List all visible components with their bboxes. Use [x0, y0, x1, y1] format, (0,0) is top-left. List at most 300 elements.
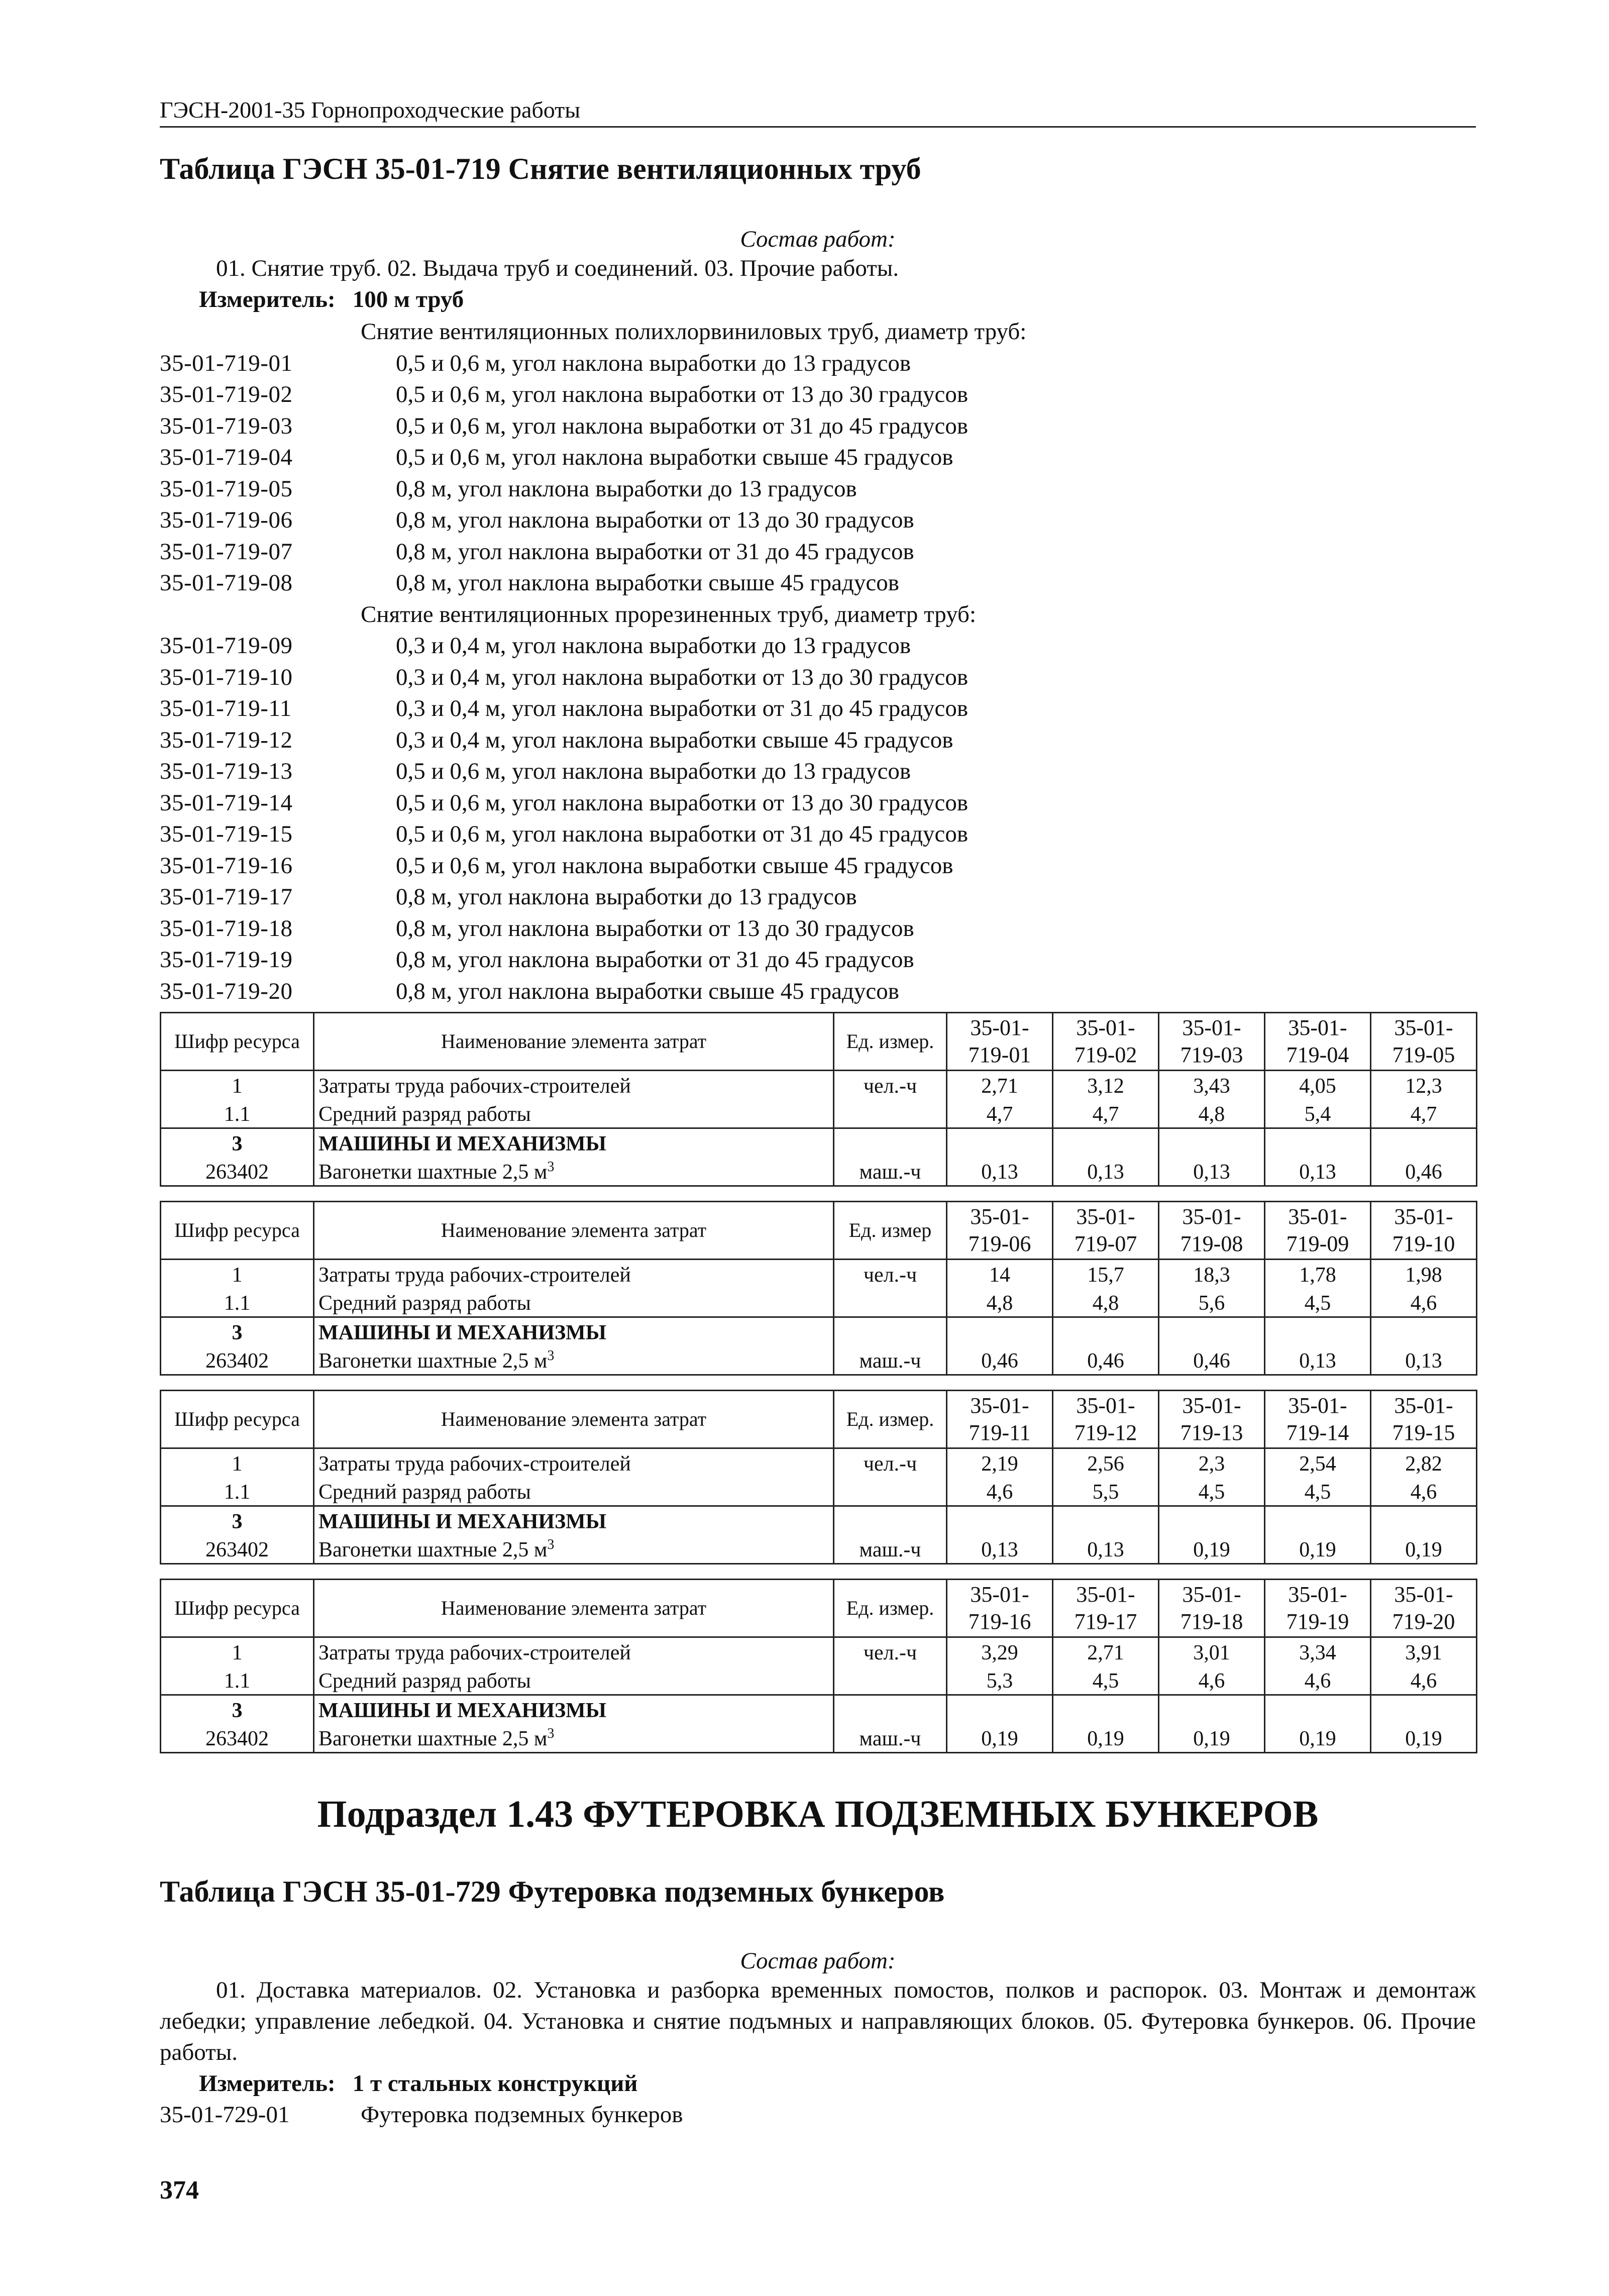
cell-value: 0,46 — [1371, 1157, 1477, 1186]
norm-code-part: 719-12 — [1074, 1420, 1137, 1445]
cell-value: 0,19 — [1159, 1535, 1265, 1564]
cell-cipher: 1.1 — [161, 1477, 314, 1506]
norm-code-part: 719-02 — [1074, 1042, 1137, 1067]
cell-value: 2,82 — [1371, 1448, 1477, 1478]
table-title-2: Таблица ГЭСН 35-01-729 Футеровка подземных бункеров — [160, 1875, 945, 1908]
norm-description: Футеровка подземных бункеров — [361, 2102, 683, 2128]
cell-empty — [1265, 1317, 1371, 1346]
norm-code-row — [160, 410, 1476, 442]
machine-row — [161, 1346, 1477, 1375]
cell-value: 4,7 — [1053, 1099, 1159, 1128]
cell-cipher: 1 — [161, 1260, 314, 1289]
cell-name: Затраты труда рабочих-строителей — [314, 1637, 834, 1666]
cell-unit-empty — [834, 1666, 947, 1695]
rank-row — [161, 1099, 1477, 1128]
norm-code-part: 35-01- — [1394, 1582, 1453, 1607]
norm-code-part: 719-19 — [1286, 1609, 1349, 1634]
header-unit: Ед. измер. — [834, 1013, 947, 1071]
cell-value: 4,6 — [1265, 1666, 1371, 1695]
cell-value: 0,19 — [1371, 1724, 1477, 1753]
norm-description: 0,8 м, угол наклона выработки до 13 градусов — [396, 884, 857, 910]
cell-value: 0,46 — [1053, 1346, 1159, 1375]
norm-code-row — [160, 913, 1476, 945]
machine-name: Вагонетки шахтные 2,5 м — [318, 1349, 548, 1373]
norm-code-row — [160, 850, 1476, 882]
cell-value: 5,3 — [947, 1666, 1053, 1695]
cell-empty — [1053, 1506, 1159, 1535]
norm-code: 35-01-719-16 — [160, 852, 293, 879]
cell-value: 0,13 — [947, 1157, 1053, 1186]
cell-name: Средний разряд работы — [314, 1477, 834, 1506]
norm-description: 0,8 м, угол наклона выработки от 31 до 45 градусов — [396, 947, 914, 973]
machines-group-row — [161, 1128, 1477, 1158]
cell-empty — [1265, 1695, 1371, 1724]
cell-unit: чел.-ч — [834, 1071, 947, 1100]
header-norm-code — [1053, 1202, 1159, 1260]
cell-name — [314, 1535, 834, 1564]
cell-value: 18,3 — [1159, 1260, 1265, 1289]
norm-code: 35-01-719-04 — [160, 444, 293, 470]
cell-unit-empty — [834, 1477, 947, 1506]
rank-row — [161, 1288, 1477, 1317]
norm-code: 35-01-719-20 — [160, 978, 293, 1004]
norm-code-part: 719-06 — [968, 1231, 1031, 1256]
header-name: Наименование элемента затрат — [314, 1391, 834, 1448]
header-cipher: Шифр ресурса — [161, 1580, 314, 1637]
machine-name: Вагонетки шахтные 2,5 м — [318, 1538, 548, 1561]
cell-cipher: 1.1 — [161, 1288, 314, 1317]
group-heading: Снятие вентиляционных полихлорвиниловых труб, диаметр труб: — [361, 319, 1027, 345]
norm-description: 0,3 и 0,4 м, угол наклона выработки свыше 45 градусов — [396, 726, 953, 753]
cell-value: 2,19 — [947, 1448, 1053, 1478]
norm-code-part: 719-01 — [968, 1042, 1031, 1067]
norm-code-part: 35-01- — [1182, 1582, 1241, 1607]
cell-value: 3,29 — [947, 1637, 1053, 1666]
norm-code-part: 35-01- — [970, 1393, 1029, 1418]
cell-cipher: 1 — [161, 1071, 314, 1100]
norm-code-part: 35-01- — [1288, 1204, 1347, 1229]
norm-code-row — [160, 662, 1476, 693]
norm-description: 0,5 и 0,6 м, угол наклона выработки от 13 до 30 градусов — [396, 789, 969, 816]
header-norm-code — [1265, 1013, 1371, 1071]
cell-empty — [1159, 1506, 1265, 1535]
cell-value: 0,13 — [1053, 1535, 1159, 1564]
cell-cipher: 1.1 — [161, 1099, 314, 1128]
norm-code-part: 35-01- — [1076, 1582, 1135, 1607]
machines-group-row — [161, 1695, 1477, 1724]
cell-unit: чел.-ч — [834, 1260, 947, 1289]
cell-unit: маш.-ч — [834, 1157, 947, 1186]
cell-unit: чел.-ч — [834, 1448, 947, 1478]
norm-description: 0,3 и 0,4 м, угол наклона выработки от 13 до 30 градусов — [396, 664, 969, 690]
cell-empty — [1053, 1695, 1159, 1724]
machine-name: Вагонетки шахтные 2,5 м — [318, 1161, 548, 1184]
cell-name: МАШИНЫ И МЕХАНИЗМЫ — [314, 1128, 834, 1158]
norm-code-part: 35-01- — [1076, 1015, 1135, 1040]
norm-code-part: 719-04 — [1286, 1042, 1349, 1067]
cell-empty — [1265, 1128, 1371, 1158]
cell-value: 4,5 — [1053, 1666, 1159, 1695]
header-name: Наименование элемента затрат — [314, 1580, 834, 1637]
cell-value: 4,05 — [1265, 1071, 1371, 1100]
norm-code-row — [160, 567, 1476, 599]
cell-value: 5,6 — [1159, 1288, 1265, 1317]
table-title: Таблица ГЭСН 35-01-719 Снятие вентиляционных труб — [160, 152, 921, 185]
header-norm-code — [1159, 1013, 1265, 1071]
measure-label-2: Измеритель: — [199, 2070, 336, 2097]
cell-value: 5,4 — [1265, 1099, 1371, 1128]
norm-description: 0,8 м, угол наклона выработки от 31 до 45 градусов — [396, 538, 914, 565]
norm-code-part: 719-17 — [1074, 1609, 1137, 1634]
norm-code-part: 719-08 — [1180, 1231, 1243, 1256]
norm-code-row — [160, 724, 1476, 756]
cell-name — [314, 1157, 834, 1186]
cell-name: Средний разряд работы — [314, 1666, 834, 1695]
norm-code-row — [160, 818, 1476, 850]
norm-code-part: 719-11 — [969, 1420, 1031, 1445]
norm-code-part: 719-18 — [1180, 1609, 1243, 1634]
cell-value: 4,6 — [1371, 1288, 1477, 1317]
norm-code: 35-01-719-06 — [160, 507, 293, 533]
cell-value: 2,3 — [1159, 1448, 1265, 1478]
norm-code-row — [160, 881, 1476, 913]
norm-code-part: 35-01- — [1394, 1015, 1453, 1040]
header-unit: Ед. измер. — [834, 1580, 947, 1637]
header-norm-code — [1265, 1580, 1371, 1637]
header-norm-code — [1371, 1580, 1477, 1637]
cell-value: 0,19 — [947, 1724, 1053, 1753]
cell-empty — [1265, 1506, 1371, 1535]
norm-description: 0,5 и 0,6 м, угол наклона выработки до 13 градусов — [396, 758, 911, 784]
cell-name: МАШИНЫ И МЕХАНИЗМЫ — [314, 1506, 834, 1535]
header-cipher: Шифр ресурса — [161, 1202, 314, 1260]
cell-value: 2,71 — [1053, 1637, 1159, 1666]
cell-cipher: 263402 — [161, 1724, 314, 1753]
cell-value: 0,19 — [1053, 1724, 1159, 1753]
subsection-title: Подраздел 1.43 ФУТЕРОВКА ПОДЗЕМНЫХ БУНКЕРОВ — [317, 1793, 1319, 1835]
norm-code-part: 35-01- — [1288, 1582, 1347, 1607]
norm-code-part: 719-03 — [1180, 1042, 1243, 1067]
norm-code-part: 35-01- — [1288, 1015, 1347, 1040]
norm-code: 35-01-719-15 — [160, 821, 293, 847]
cell-value: 2,71 — [947, 1071, 1053, 1100]
cell-value: 3,91 — [1371, 1637, 1477, 1666]
cell-name: МАШИНЫ И МЕХАНИЗМЫ — [314, 1317, 834, 1346]
measure-line-2 — [199, 2068, 1476, 2099]
norm-code-part: 719-14 — [1286, 1420, 1349, 1445]
norm-code-list — [160, 316, 1476, 1007]
header-norm-code — [1159, 1391, 1265, 1448]
cell-unit-empty — [834, 1099, 947, 1128]
norm-code-row — [160, 944, 1476, 976]
cell-value: 4,5 — [1159, 1477, 1265, 1506]
cell-value: 2,54 — [1265, 1448, 1371, 1478]
cell-value: 0,13 — [947, 1535, 1053, 1564]
norm-code-part: 719-13 — [1180, 1420, 1243, 1445]
measure-label: Измеритель: — [199, 286, 336, 312]
group-heading: Снятие вентиляционных прорезиненных труб, диаметр труб: — [361, 601, 977, 628]
header-norm-code — [1159, 1580, 1265, 1637]
resource-table — [160, 1201, 1477, 1376]
table-header-row — [161, 1202, 1477, 1260]
cell-cipher: 1 — [161, 1448, 314, 1478]
cell-value: 12,3 — [1371, 1071, 1477, 1100]
norm-description: 0,5 и 0,6 м, угол наклона выработки от 13 до 30 градусов — [396, 381, 969, 407]
cell-name: Затраты труда рабочих-строителей — [314, 1260, 834, 1289]
cell-unit: маш.-ч — [834, 1724, 947, 1753]
cell-value: 0,13 — [1371, 1346, 1477, 1375]
work-composition-heading-2: Состав работ: — [740, 1948, 896, 1974]
cell-value: 0,46 — [947, 1346, 1053, 1375]
norm-code-part: 719-10 — [1392, 1231, 1455, 1256]
cell-cipher: 1.1 — [161, 1666, 314, 1695]
norm-code-row — [160, 379, 1476, 410]
rank-row — [161, 1477, 1477, 1506]
cell-unit-empty — [834, 1288, 947, 1317]
machine-name: Вагонетки шахтные 2,5 м — [318, 1727, 548, 1750]
cell-cipher: 3 — [161, 1506, 314, 1535]
norm-code: 35-01-719-11 — [160, 695, 292, 721]
cell-cipher: 263402 — [161, 1535, 314, 1564]
header-name: Наименование элемента затрат — [314, 1202, 834, 1260]
cell-cipher: 263402 — [161, 1157, 314, 1186]
cell-value: 1,98 — [1371, 1260, 1477, 1289]
labor-row — [161, 1448, 1477, 1478]
cell-value: 15,7 — [1053, 1260, 1159, 1289]
norm-code-row — [160, 630, 1476, 662]
work-composition-heading: Состав работ: — [740, 226, 896, 252]
norm-code-row — [160, 976, 1476, 1007]
cell-value: 4,5 — [1265, 1288, 1371, 1317]
cell-empty — [1371, 1317, 1477, 1346]
machines-group-row — [161, 1317, 1477, 1346]
cell-name: Средний разряд работы — [314, 1099, 834, 1128]
norm-code-part: 35-01- — [1182, 1393, 1241, 1418]
cell-value: 0,13 — [1265, 1346, 1371, 1375]
header-norm-code — [1265, 1391, 1371, 1448]
norm-tables — [160, 1012, 1476, 1753]
cell-empty — [947, 1695, 1053, 1724]
cell-empty — [1159, 1317, 1265, 1346]
cell-value: 0,19 — [1371, 1535, 1477, 1564]
norm-code-row — [160, 756, 1476, 787]
cell-value: 0,19 — [1265, 1724, 1371, 1753]
header-norm-code — [1265, 1202, 1371, 1260]
header-norm-code — [947, 1202, 1053, 1260]
norm-code-row — [160, 504, 1476, 536]
cell-empty — [834, 1506, 947, 1535]
cell-value: 3,43 — [1159, 1071, 1265, 1100]
cell-empty — [1053, 1317, 1159, 1346]
labor-row — [161, 1260, 1477, 1289]
header-norm-code — [1371, 1013, 1477, 1071]
norm-description: 0,3 и 0,4 м, угол наклона выработки до 13 градусов — [396, 633, 911, 659]
cell-cipher: 3 — [161, 1128, 314, 1158]
cell-unit: маш.-ч — [834, 1346, 947, 1375]
norm-code: 35-01-719-09 — [160, 633, 293, 659]
table-header-row — [161, 1013, 1477, 1071]
norm-code-part: 35-01- — [1182, 1204, 1241, 1229]
cell-cipher: 3 — [161, 1317, 314, 1346]
norm-code: 35-01-729-01 — [160, 2102, 290, 2128]
cell-name — [314, 1346, 834, 1375]
cell-value: 4,8 — [1053, 1288, 1159, 1317]
norm-description: 0,5 и 0,6 м, угол наклона выработки свыше 45 градусов — [396, 852, 953, 879]
norm-code: 35-01-719-17 — [160, 884, 293, 910]
header-norm-code — [1053, 1580, 1159, 1637]
cell-empty — [1371, 1506, 1477, 1535]
cell-empty — [947, 1128, 1053, 1158]
norm-code: 35-01-719-13 — [160, 758, 293, 784]
page-number: 374 — [160, 2176, 199, 2205]
norm-code-part: 35-01- — [1394, 1204, 1453, 1229]
norm-code-part: 719-05 — [1392, 1042, 1455, 1067]
machine-row — [161, 1724, 1477, 1753]
unit-exponent: 3 — [547, 1537, 555, 1552]
cell-value: 4,8 — [1159, 1099, 1265, 1128]
cell-value: 0,13 — [1159, 1157, 1265, 1186]
table-header-row — [161, 1391, 1477, 1448]
machine-row — [161, 1535, 1477, 1564]
norm-code-part: 35-01- — [970, 1582, 1029, 1607]
header-cipher: Шифр ресурса — [161, 1013, 314, 1071]
cell-empty — [947, 1317, 1053, 1346]
norm-description: 0,8 м, угол наклона выработки от 13 до 30 градусов — [396, 507, 914, 533]
norm-code-part: 35-01- — [1288, 1393, 1347, 1418]
norm-description: 0,8 м, угол наклона выработки свыше 45 градусов — [396, 978, 899, 1004]
resource-table — [160, 1012, 1477, 1187]
cell-value: 5,5 — [1053, 1477, 1159, 1506]
norm-code: 35-01-719-08 — [160, 570, 293, 596]
norm-code-part: 719-20 — [1392, 1609, 1455, 1634]
norm-code-part: 35-01- — [1182, 1015, 1241, 1040]
norm-code: 35-01-719-14 — [160, 789, 293, 816]
cell-name: МАШИНЫ И МЕХАНИЗМЫ — [314, 1695, 834, 1724]
norm-code-row — [160, 348, 1476, 379]
machine-row — [161, 1157, 1477, 1186]
work-composition-text-2: 01. Доставка материалов. 02. Установка и разборка временных помостов, полков и распорок. 03. Монтаж и демонтаж лебедки; управление лебедкой. 04. Установка и снятие подъмных и направляющих блоков. 05. Футеровка бункеров. 06. Прочие работы. — [160, 1977, 1476, 2065]
norm-code: 35-01-719-03 — [160, 412, 293, 439]
norm-code-row — [160, 442, 1476, 473]
header-norm-code — [947, 1580, 1053, 1637]
cell-value: 4,8 — [947, 1288, 1053, 1317]
measure-value: 100 м труб — [352, 286, 464, 312]
norm-description: 0,8 м, угол наклона выработки от 13 до 30 градусов — [396, 915, 914, 942]
header-cipher: Шифр ресурса — [161, 1391, 314, 1448]
unit-exponent: 3 — [547, 1159, 555, 1175]
cell-value: 14 — [947, 1260, 1053, 1289]
norm-code-row — [160, 787, 1476, 819]
norm-code: 35-01-719-02 — [160, 381, 293, 407]
cell-empty — [834, 1695, 947, 1724]
cell-empty — [1053, 1128, 1159, 1158]
norm-code-row-2 — [160, 2099, 1476, 2130]
norm-code: 35-01-719-05 — [160, 475, 293, 502]
labor-row — [161, 1637, 1477, 1666]
running-header: ГЭСН-2001-35 Горнопроходческие работы — [160, 96, 1476, 128]
cell-value: 0,19 — [1265, 1535, 1371, 1564]
machines-group-row — [161, 1506, 1477, 1535]
cell-value: 4,6 — [947, 1477, 1053, 1506]
norm-code-part: 719-07 — [1074, 1231, 1137, 1256]
cell-unit: чел.-ч — [834, 1637, 947, 1666]
cell-value: 3,01 — [1159, 1637, 1265, 1666]
norm-description: 0,5 и 0,6 м, угол наклона выработки свыше 45 градусов — [396, 444, 953, 470]
cell-cipher: 3 — [161, 1695, 314, 1724]
header-unit: Ед. измер — [834, 1202, 947, 1260]
norm-code-row — [160, 473, 1476, 505]
cell-value: 0,19 — [1159, 1724, 1265, 1753]
document-page — [160, 96, 1476, 2205]
norm-code-part: 35-01- — [1394, 1393, 1453, 1418]
norm-code-row — [160, 536, 1476, 568]
header-norm-code — [1053, 1013, 1159, 1071]
cell-value: 3,12 — [1053, 1071, 1159, 1100]
measure-line — [199, 284, 1476, 315]
norm-code: 35-01-719-19 — [160, 947, 293, 973]
norm-code: 35-01-719-10 — [160, 664, 293, 690]
cell-cipher: 1 — [161, 1637, 314, 1666]
rank-row — [161, 1666, 1477, 1695]
cell-empty — [834, 1317, 947, 1346]
header-norm-code — [1159, 1202, 1265, 1260]
unit-exponent: 3 — [547, 1726, 555, 1741]
cell-empty — [1159, 1695, 1265, 1724]
cell-value: 0,13 — [1265, 1157, 1371, 1186]
header-norm-code — [1371, 1202, 1477, 1260]
norm-code-part: 719-15 — [1392, 1420, 1455, 1445]
header-name: Наименование элемента затрат — [314, 1013, 834, 1071]
cell-value: 4,6 — [1159, 1666, 1265, 1695]
cell-value: 1,78 — [1265, 1260, 1371, 1289]
header-norm-code — [1053, 1391, 1159, 1448]
cell-name: Затраты труда рабочих-строителей — [314, 1071, 834, 1100]
cell-name: Средний разряд работы — [314, 1288, 834, 1317]
cell-value: 3,34 — [1265, 1637, 1371, 1666]
cell-value: 4,7 — [1371, 1099, 1477, 1128]
norm-code: 35-01-719-18 — [160, 915, 293, 942]
cell-empty — [834, 1128, 947, 1158]
norm-code-part: 35-01- — [1076, 1204, 1135, 1229]
work-composition-text: 01. Снятие труб. 02. Выдача труб и соединений. 03. Прочие работы. — [216, 255, 899, 281]
header-norm-code — [1371, 1391, 1477, 1448]
cell-empty — [947, 1506, 1053, 1535]
cell-name: Затраты труда рабочих-строителей — [314, 1448, 834, 1478]
norm-code-part: 719-09 — [1286, 1231, 1349, 1256]
cell-value: 2,56 — [1053, 1448, 1159, 1478]
cell-cipher: 263402 — [161, 1346, 314, 1375]
cell-value: 4,6 — [1371, 1666, 1477, 1695]
norm-description: 0,3 и 0,4 м, угол наклона выработки от 31 до 45 градусов — [396, 695, 969, 721]
table-header-row — [161, 1580, 1477, 1637]
norm-description: 0,5 и 0,6 м, угол наклона выработки от 31 до 45 градусов — [396, 821, 969, 847]
norm-code-part: 35-01- — [970, 1204, 1029, 1229]
norm-code-part: 35-01- — [970, 1015, 1029, 1040]
labor-row — [161, 1071, 1477, 1100]
cell-empty — [1371, 1695, 1477, 1724]
header-norm-code — [947, 1013, 1053, 1071]
norm-description: 0,8 м, угол наклона выработки до 13 градусов — [396, 475, 857, 502]
resource-table — [160, 1579, 1477, 1753]
cell-value: 4,5 — [1265, 1477, 1371, 1506]
unit-exponent: 3 — [547, 1348, 555, 1364]
norm-code-part: 35-01- — [1076, 1393, 1135, 1418]
cell-value: 0,13 — [1053, 1157, 1159, 1186]
norm-description: 0,5 и 0,6 м, угол наклона выработки до 13 градусов — [396, 350, 911, 376]
cell-name — [314, 1724, 834, 1753]
measure-value-2: 1 т стальных конструкций — [352, 2070, 638, 2097]
header-norm-code — [947, 1391, 1053, 1448]
